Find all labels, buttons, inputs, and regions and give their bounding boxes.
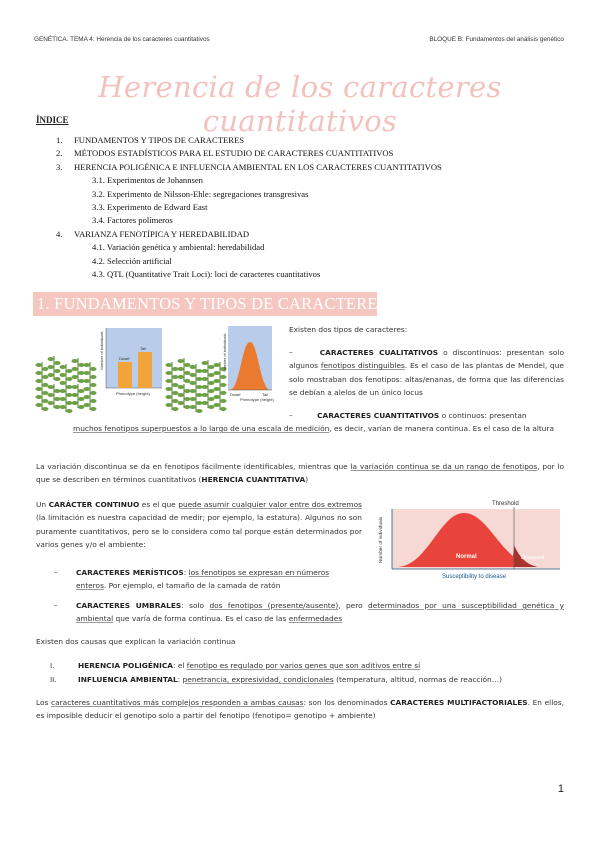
bar-tall [138,352,152,388]
figure-height-distributions [34,322,274,414]
quantitative-paragraph-end [73,422,564,435]
text: , por lo que se describen en términos cuantitativos ( [36,462,565,485]
text: es el que [141,500,176,509]
index-item: FUNDAMENTOS Y TIPOS DE CARACTERES [74,135,244,145]
index-num: 4. [56,228,63,239]
text: : el [172,661,185,670]
bold-term: CARACTERES MULTIFACTORIALES [390,698,528,707]
text: . En ellos, es imposible deducir el genotipo solo a partir del fenotipo (fenotipo= genotipo + ambiente) [36,698,565,721]
paragraph-variation [36,460,564,487]
section-title: 1. FUNDAMENTOS Y TIPOS DE CARACTERES [37,294,388,313]
text: . Por ejemplo, el tamaño de la camada de ratón [103,581,281,591]
index-item: VARIANZA FENOTÍPICA Y HEREDABILIDAD [74,228,250,239]
bold-term: CARÁCTER CONTINUO [48,500,140,509]
underlined-text: fenotipo es regulado por varios genes que son aditivos entre sí [186,661,421,670]
index-heading: ÍNDICE [36,115,69,125]
underlined-text: fenotipos distinguibles [320,361,405,371]
underlined-text: dos fenotipos (presente/ausente) [209,601,339,610]
underlined-text: la variación continua se da un rango de fenotipos [350,462,538,471]
index-subitem: 4.1. Variación genética y ambiental: heredabilidad [92,242,265,253]
causes-intro: Existen dos causas que explican la variación continua [36,637,236,646]
index-subitem: 4.3. QTL (Quantitative Trait Loci): loci de caracteres cuantitativos [92,269,321,279]
curve-label-dwarf: Dwarf [230,392,241,397]
threshold-label: Threshold [492,501,519,507]
bar-yaxis-label: Number of individuals [99,331,104,370]
index-num: 2. [56,148,63,159]
curve-xaxis-label: Phenotype (height) [240,397,274,402]
term-quantitative: CARACTERES CUANTITATIVOS [317,411,440,420]
term-qualitative: CARACTERES CUALITATIVOS [319,348,439,357]
index-subitem: 3.4. Factores polímeros [92,215,173,226]
text: . Es el caso de las plantas de Mendel, que solo mostraban dos fenotipos: altas/enanas, de forma que las diferencias se debían a alelos de un único locus [289,361,564,397]
cause-environmental [50,673,564,686]
text: que varía de forma continua. Es el caso de las [115,614,287,624]
threshold-xaxis-label: Susceptibility to disease [442,574,507,580]
header-left: GENÉTICA. TEMA 4: Herencia de los caracteres cuantitativos [34,36,210,43]
dash: – [289,348,293,357]
paragraph-multifactorial [36,696,564,723]
dash: – [54,601,58,610]
underlined-text: penetrancia, expresividad, condicionales [182,675,334,684]
plant-icon [166,358,227,413]
curve-yaxis-label: Number of individuals [222,333,227,372]
text: , es decir, varían de manera continua. Es el caso de la altura [329,424,555,433]
bar-label-dwarf: Dwarf [119,356,130,361]
term-polygenic: HERENCIA POLIGÉNICA [78,661,173,670]
index-subitem: 3.1. Experimentos de Johannsen [92,175,203,186]
underlined-text: determinados por una susceptibilidad genética y ambiental [76,601,564,624]
index-item: MÉTODOS ESTADÍSTICOS PARA EL ESTUDIO DE CARACTERES CUANTITATIVOS [74,148,394,159]
paragraph-continuous [36,498,362,551]
index-subitem: 3.2. Experimento de Nilsson-Ehle: segregaciones transgresivas [92,188,309,199]
page-number: 1 [557,783,564,795]
threshold-yaxis-label: Number of individuals [379,516,384,563]
text: : son los denominados [303,698,388,707]
index-subitem: 4.2. Selección artificial [92,255,172,266]
bar-label-tall: Tall [140,346,147,351]
index-num: 1. [56,135,63,145]
bar-xaxis-label: Phenotype (height) [116,391,150,396]
underlined-text: muchos fenotipos superpuestos a lo largo de una escala de medición [73,424,330,433]
figure-threshold [368,497,564,581]
qualitative-paragraph [289,346,564,399]
term-meristic: CARACTERES MERÍSTICOS [76,568,184,577]
text: (la limitación es nuestra capacidad de medir; por ejemplo, la estatura). Algunos no son puramente cuantitativos, pero se lo considera como tal porque están determinados por varios genes y/o el ambiente: [36,513,362,549]
term-threshold: CARACTERES UMBRALES [76,601,182,610]
text: Un [36,500,47,509]
bar-panel [106,328,162,388]
normal-label: Normal [456,554,477,560]
bar-dwarf [118,362,132,388]
quantitative-paragraph-start [289,409,564,422]
text: o discontinuos: presentan solo algunos [289,348,565,371]
underlined-text: enfermedades [288,614,343,624]
index-num: 3. [56,161,63,172]
plant-icon [36,356,97,413]
text: (temperatura, altitud, normas de reacción…) [336,675,503,684]
text: La variación discontinua se da en fenotipos fácilmente identificables, mientras que [36,462,348,471]
meristic-paragraph [54,566,354,593]
index-list [0,134,600,294]
roman-numeral: II. [50,675,57,684]
types-intro: Existen dos tipos de caracteres: [289,325,408,334]
dash: – [289,411,293,420]
index-item: HERENCIA POLIGÉNICA E INFLUENCIA AMBIENTAL EN LOS CARACTERES CUANTITATIVOS [74,161,442,172]
underlined-text: los fenotipos se expresan en números enteros [76,568,330,591]
diseased-label: Diseased [521,555,544,561]
underlined-text: puede asumir cualquier valor entre dos extremos [178,500,362,509]
text: : [183,568,187,577]
threshold-paragraph [54,599,564,626]
roman-numeral: I. [50,661,55,670]
text: : solo [181,601,205,610]
term-environmental: INFLUENCIA AMBIENTAL [78,675,178,684]
text: o continuos: presentan [441,411,527,420]
curve-label-tall: Tall [262,392,269,397]
bold-term: HERENCIA CUANTITATIVA [201,475,306,485]
index-subitem: 3.3. Experimento de Edward East [92,202,208,212]
dash: – [54,568,58,577]
header-right: BLOQUE B: Fundamentos del análisis genético [429,36,564,43]
text: ) [305,475,309,485]
text: Los [36,698,49,707]
text: : [177,675,181,684]
cause-polygenic [50,659,564,672]
page-title: Herencia de los caracteres cuantitativos [98,70,502,138]
underlined-text: caracteres cuantitativos más complejos responden a ambas causas [51,698,304,707]
text: , pero [338,601,363,610]
